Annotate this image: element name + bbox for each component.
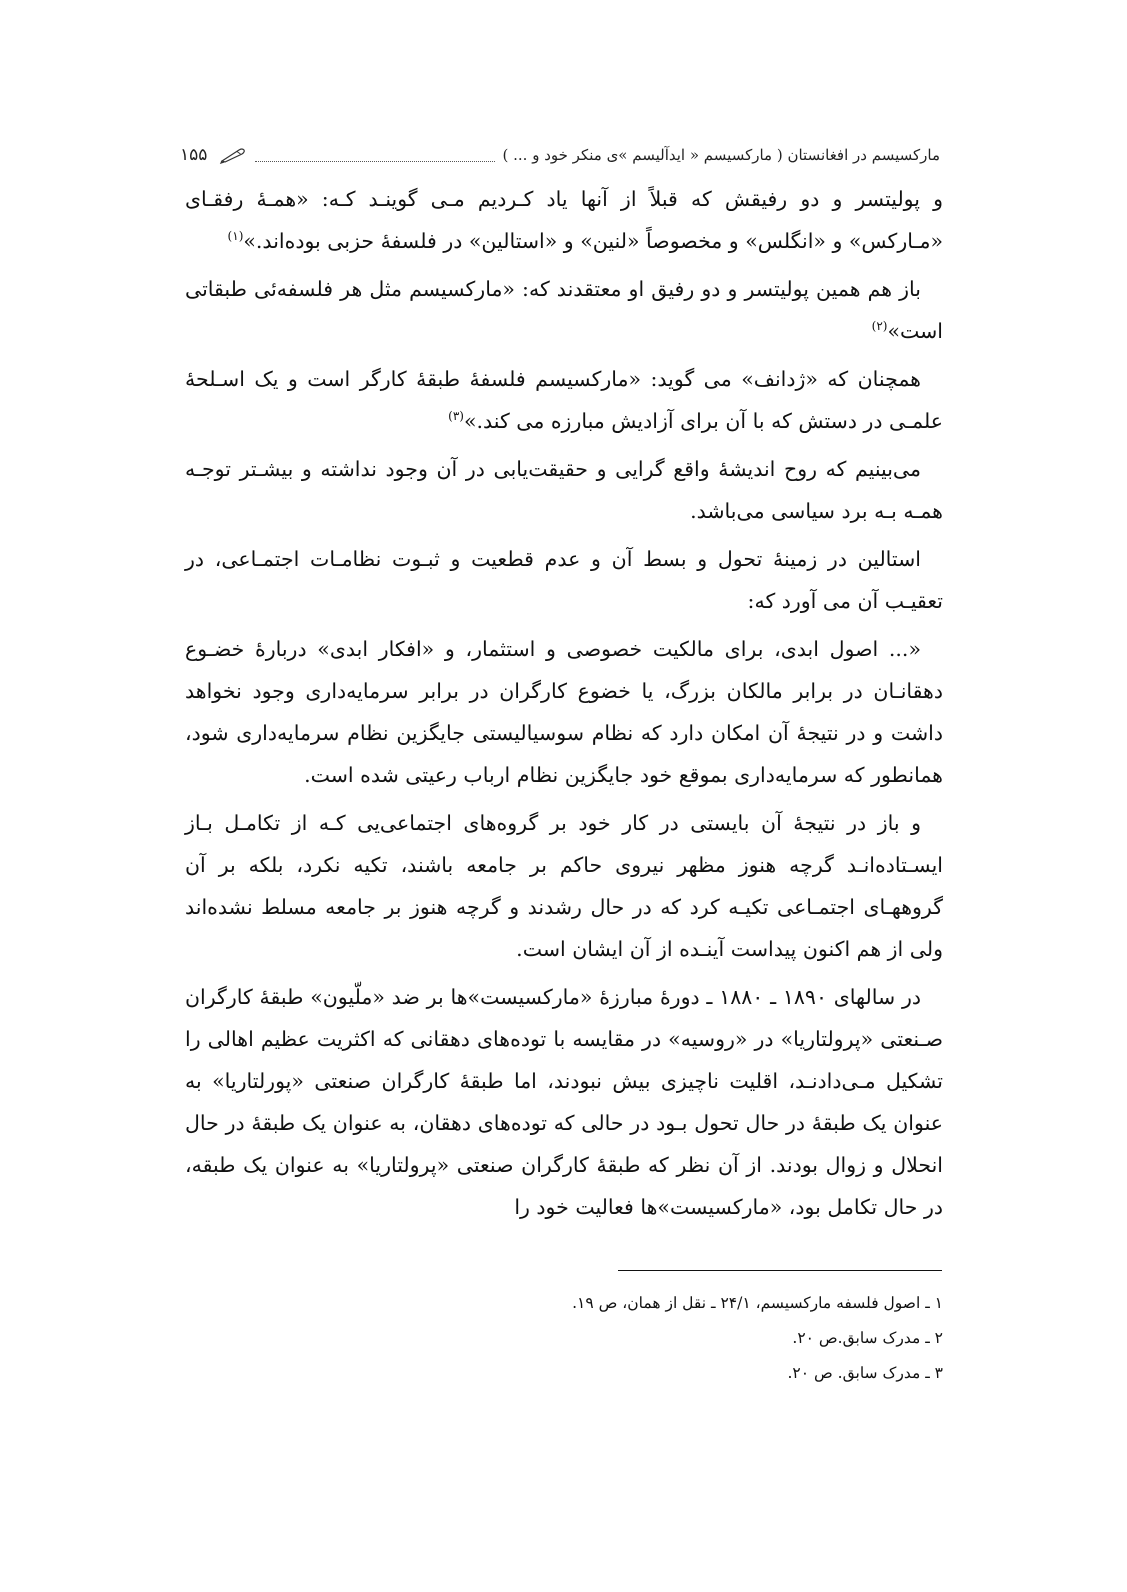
header-dot-leader	[255, 149, 494, 162]
paragraph: و پولیتسر و دو رفیقش که قبلاً از آنها یاد کـردیم مـی گوینـد کـه: «همـهٔ رفقـای «مـارکس» و «انگلس» و مخصوصاً «لنین» و «استالین» در فلسفهٔ حزبی بوده‌اند.»$^{(۱)}$	[185, 187, 943, 253]
footnote-ref: (۳)	[448, 409, 464, 424]
paragraph: و باز در نتیجهٔ آن بایستی در کار خود بر گروه‌های اجتماعی‌یی کـه از تکامـل بـاز ایسـتاده‌انـد گرچه هنوز مظهر نیروی حاکم بر جامعه باشند، تکیه نکرد، بلکه بر آن گروههـای اجتمـاعی تکیـه کرد که در حال رشدند و گرچه هنوز بر جامعه مسلط نشده‌اند ولی از هم اکنون پیداست آینـده از آن ایشان است.	[185, 811, 943, 961]
footnote-item: ۳ ـ مدرک سابق. ص ۲۰.	[787, 1364, 943, 1382]
running-header	[180, 140, 940, 170]
paragraph: می‌بینیم که روح اندیشهٔ واقع گرایی و حقیقت‌یابی در آن وجود نداشته و بیشـتر توجـه همـه بـه برد سیاسی می‌باشد.	[185, 457, 943, 523]
footnote-ref: (۲)	[871, 319, 888, 334]
paragraph: همچنان که «ژدانف» می گوید: «مارکسیسم فلسفهٔ طبقهٔ کارگر است و یک اسـلحهٔ علمـی در دستش که با آن برای آزادیش مبارزه می کند.»$^{(۳)}$	[185, 367, 943, 433]
paragraph: در سالهای ۱۸۹۰ ـ ۱۸۸۰ ـ دورهٔ مبارزهٔ «مارکسیست»ها بر ضد «ملّیون» طبقهٔ کارگران صـنعتی «پرولتاریا» در «روسیه» در مقایسه با توده‌های دهقانی که اکثریت عظیم اهالی را تشکیل مـی‌دادنـد، اقلیت ناچیزی بیش نبودند، اما طبقهٔ کارگران صنعتی «پورلتاریا» به عنوان یک طبقهٔ در حال تحول بـود در حالی که توده‌های دهقان، به عنوان یک طبقهٔ در حال انحلال و زوال بودند. از آن نظر که طبقهٔ کارگران صنعتی «پرولتاریا» به عنوان یک طبقه، در حال تکامل بود، «مارکسیست»ها فعالیت خود را	[185, 985, 943, 1219]
footnote-ref: (۱)	[227, 229, 244, 244]
footnote-item: ۱ ـ اصول فلسفه مارکسیسم، ۲۴/۱ ـ نقل از همان، ص ۱۹.	[572, 1294, 943, 1312]
page-number: ۱۵۵	[180, 145, 208, 165]
footnote-separator	[618, 1270, 942, 1271]
paragraph: باز هم همین پولیتسر و دو رفیق او معتقدند که: «مارکسیسم مثل هر فلسفه‌ئی طبقاتی است»$^{(۲)}$	[185, 277, 943, 343]
footnotes	[185, 1286, 943, 1391]
footnote-item: ۲ ـ مدرک سابق.ص ۲۰.	[792, 1329, 943, 1347]
quoted-paragraph: «... اصول ابدی، برای مالکیت خصوصی و استثمار، و «افکار ابدی» دربارهٔ خضـوع دهقانـان در برابر مالکان بزرگ، یا خضوع کارگران در برابر سرمایه‌داری وجود نخواهد داشت و در نتیجهٔ آن امکان دارد که نظام سوسیالیستی جایگزین نظام سرمایه‌داری شود، همانطور که سرمایه‌داری بموقع خود جایگزین نظام ارباب رعیتی شده است.	[185, 637, 943, 787]
pen-icon	[219, 146, 247, 164]
main-text	[185, 178, 943, 1234]
running-title: مارکسیسم در افغانستان ( مارکسیسم « ایدآلیسم »ی منکر خود و ... )	[502, 146, 940, 164]
paragraph: استالین در زمینهٔ تحول و بسط آن و عدم قطعیت و ثبـوت نظامـات اجتمـاعی، در تعقیـب آن می آورد که:	[185, 547, 943, 613]
